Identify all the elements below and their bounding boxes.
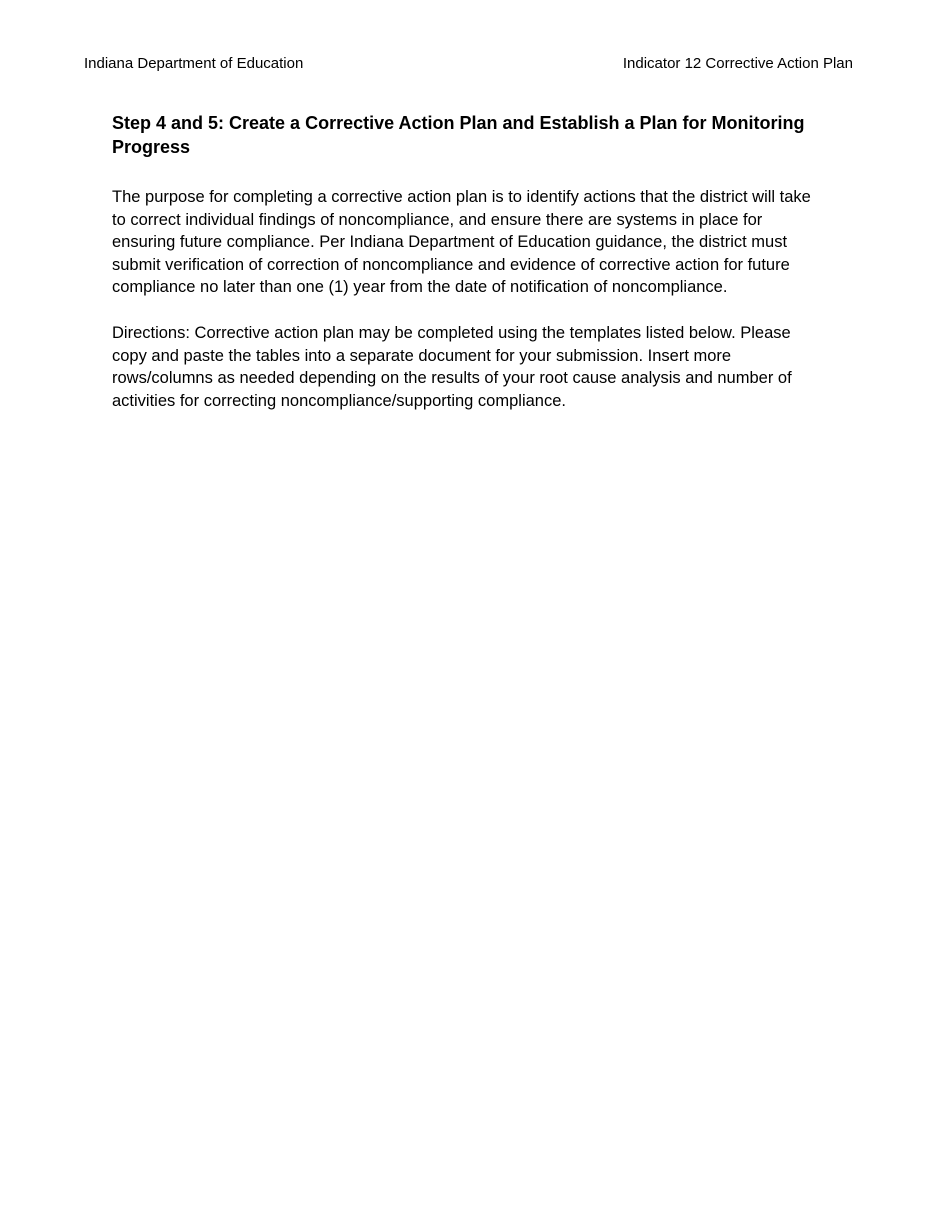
page-header xyxy=(84,55,853,73)
section-title: Step 4 and 5: Create a Corrective Action Plan and Establish a Plan for Monitoring Progress xyxy=(112,113,805,157)
header-organization: Indiana Department of Education xyxy=(84,55,304,72)
directions-paragraph: Directions: Corrective action plan may be completed using the templates listed below. Please copy and paste the tables into a separate document for your submission. Insert more rows/columns as needed depending on the results of your root cause analysis and number of activities for correcting noncompliance/supporting compliance. xyxy=(112,323,792,410)
header-document-title: Indicator 12 Corrective Action Plan xyxy=(622,55,853,72)
purpose-paragraph: The purpose for completing a corrective action plan is to identify actions that the district will take to correct individual findings of noncompliance, and ensure there are systems in place for ensuring future compliance. Per Indiana Department of Education guidance, the district must submit verification of correction of noncompliance and evidence of corrective action for future compliance no later than one (1) year from the date of notification of noncompliance. xyxy=(112,188,811,297)
document-body xyxy=(112,111,852,412)
